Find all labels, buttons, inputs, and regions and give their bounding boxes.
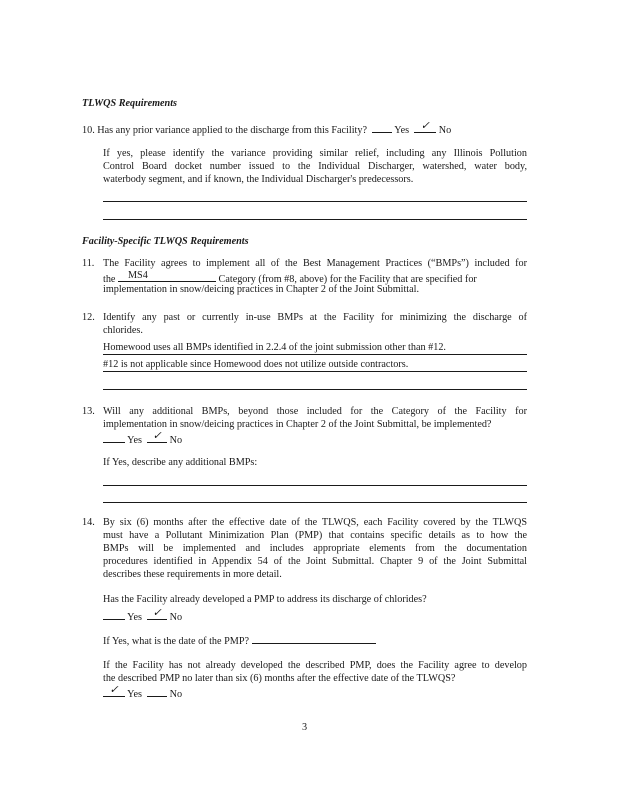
q13-answer-line-2[interactable] [103, 502, 527, 503]
q14-line4: procedures identified in Appendix 54 of the Joint Submittal. Chapter 9 of the Joint Submittal [103, 556, 527, 567]
q11-line1: The Facility agrees to implement all of the Best Management Practices (“BMPs”) included for [103, 258, 527, 269]
q11-line3: implementation in snow/deicing practices in Chapter 2 of the Joint Submittal. [103, 284, 420, 295]
q14-sub2 [103, 633, 376, 648]
check-mark-icon: ✓ [152, 607, 162, 619]
q14-number: 14. [82, 517, 95, 528]
section-heading-facility: Facility-Specific TLWQS Requirements [82, 236, 249, 247]
q13-number: 13. [82, 406, 95, 417]
q13-no-label: No [169, 435, 183, 446]
q13-yes-label: Yes [127, 435, 142, 446]
q10-yes-blank[interactable] [372, 122, 392, 133]
question-10 [82, 122, 451, 137]
q10-number: 10. [82, 125, 95, 136]
q14-sub1-no-blank[interactable] [147, 609, 167, 620]
q10-no-label: No [438, 125, 452, 136]
q13-answer-line-1[interactable] [103, 485, 527, 486]
q14-sub1-yes-label: Yes [127, 612, 142, 623]
q14-sub1-options [103, 609, 182, 624]
q14-pmp-date-field[interactable] [252, 633, 376, 644]
q14-sub1-yes-blank[interactable] [103, 609, 125, 620]
q13-followup: If Yes, describe any additional BMPs: [103, 457, 258, 468]
q10-text: Has any prior variance applied to the discharge from this Facility? [97, 125, 367, 136]
check-mark-icon: ✓ [420, 120, 430, 132]
q10-followup-line1: If yes, please identify the variance providing similar relief, including any Illinois Pollution [103, 148, 527, 159]
q14-line2: must have a Pollutant Minimization Plan (PMP) that contains specific details as to how the [103, 530, 527, 541]
section-heading-tlwqs: TLWQS Requirements [82, 98, 177, 109]
check-mark-icon: ✓ [109, 684, 119, 696]
q14-line1: By six (6) months after the effective date of the TLWQS, each Facility covered by the TLWQS [103, 517, 527, 528]
q14-sub3-line2: the described PMP no later than six (6) months after the effective date of the TLWQS? [103, 673, 456, 684]
q10-followup-line3: waterbody segment, and if known, the Individual Discharger's predecessors. [103, 174, 414, 185]
q11-number: 11. [82, 258, 95, 269]
q13-no-blank[interactable] [147, 432, 167, 443]
q14-sub3-yes-label: Yes [127, 689, 142, 700]
q14-sub3-yes-blank[interactable] [103, 686, 125, 697]
q14-sub3-no-blank[interactable] [147, 686, 167, 697]
q11-category-value: MS4 [128, 270, 148, 281]
q14-sub2-question: If Yes, what is the date of the PMP? [103, 636, 250, 647]
q14-sub3-line1: If the Facility has not already developed the described PMP, does the Facility agree to develop [103, 660, 527, 671]
q10-answer-line-1[interactable] [103, 201, 527, 202]
page-number: 3 [302, 722, 308, 733]
q12-answer-line-1[interactable] [103, 354, 527, 355]
q10-yes-label: Yes [394, 125, 410, 136]
q10-answer-line-2[interactable] [103, 219, 527, 220]
q14-sub3-no-label: No [169, 689, 183, 700]
q13-line2: implementation in snow/deicing practices in Chapter 2 of the Joint Submittal, be implemented? [103, 419, 492, 430]
q12-answer-1: Homewood uses all BMPs identified in 2.2.4 of the joint submission other than #12. [103, 342, 446, 353]
q14-line3: BMPs will be implemented and includes appropriate elements from the documentation [103, 543, 527, 554]
q11-category-field[interactable] [118, 271, 216, 282]
q10-no-blank[interactable] [414, 122, 436, 133]
q13-options [103, 432, 182, 447]
q12-answer-2: #12 is not applicable since Homewood does not utilize outside contractors. [103, 359, 409, 370]
q11-line2-pre: the [103, 274, 116, 285]
q13-yes-blank[interactable] [103, 432, 125, 443]
q14-sub1-no-label: No [169, 612, 183, 623]
q10-followup-line2: Control Board docket number issued to the Individual Discharger, watershed, water body, [103, 161, 527, 172]
q12-number: 12. [82, 312, 95, 323]
q13-line1: Will any additional BMPs, beyond those included for the Category of the Facility for [103, 406, 527, 417]
q12-line1: Identify any past or currently in-use BMPs at the Facility for minimizing the discharge of [103, 312, 527, 323]
q12-line2: chlorides. [103, 325, 143, 336]
q11-line2-post: Category (from #8, above) for the Facility that are specified for [218, 274, 477, 285]
q14-sub1-question: Has the Facility already developed a PMP to address its discharge of chlorides? [103, 594, 427, 605]
q14-line5: describes these requirements in more detail. [103, 569, 282, 580]
check-mark-icon: ✓ [152, 430, 162, 442]
q14-sub3-options [103, 686, 182, 701]
q12-answer-line-3[interactable] [103, 389, 527, 390]
q12-answer-line-2[interactable] [103, 371, 527, 372]
